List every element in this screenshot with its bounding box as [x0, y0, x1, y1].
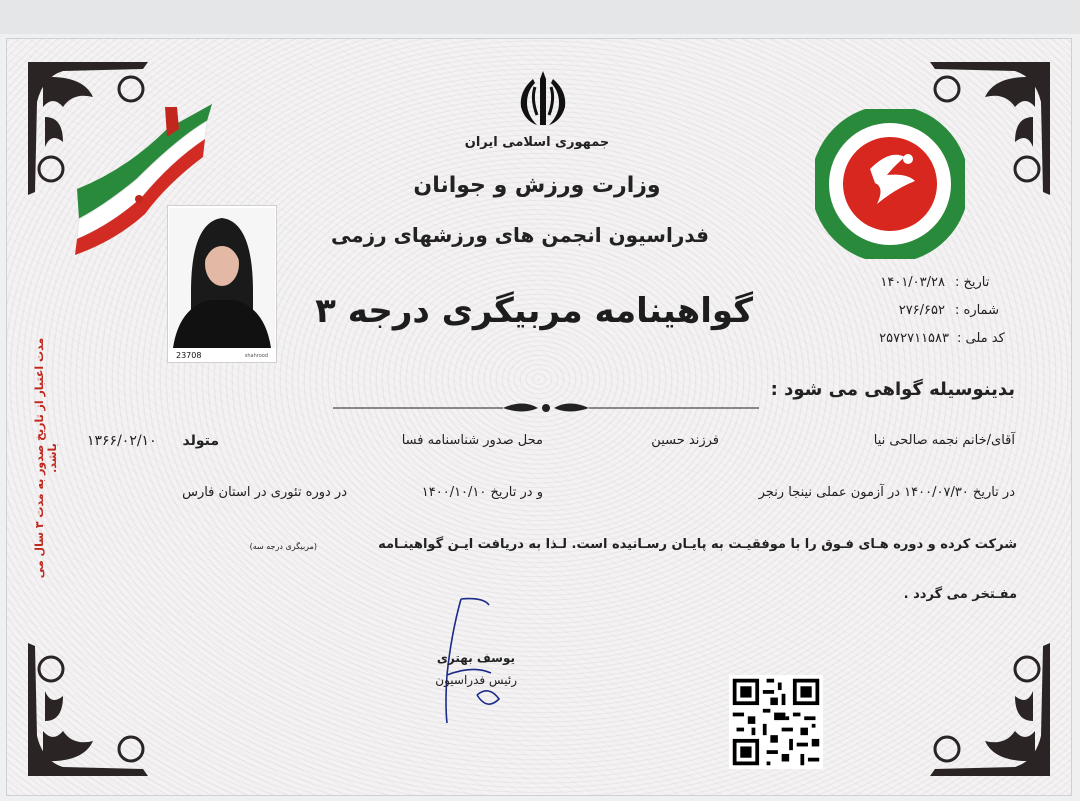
republic-text: جمهوری اسلامی ایران	[464, 135, 610, 150]
date-label: تاریخ :	[955, 275, 990, 290]
title-separator	[333, 401, 759, 415]
recipient-name: آقای/خانم نجمه صالحی نیا	[873, 433, 1015, 448]
number-value: ۲۷۶/۶۵۲	[898, 303, 945, 318]
avatar-icon	[169, 208, 275, 348]
practical-exam-line: در تاریخ ۱۴۰۰/۰۷/۳۰ در آزمون عملی نینجا رنجر	[758, 485, 1015, 500]
theory-course-line: در دوره تئوری در استان فارس	[182, 485, 347, 500]
signatory-name: یوسف بهتری	[436, 651, 515, 665]
emblem-icon	[511, 67, 575, 129]
completion-grade-note: (مربیگری درجه سه)	[249, 542, 317, 551]
certificate	[6, 38, 1072, 796]
father-name: فرزند حسین	[651, 433, 719, 448]
national-id-value: ۲۵۷۲۷۱۱۵۸۳	[879, 331, 949, 346]
issue-place: محل صدور شناسنامه فسا	[401, 433, 543, 448]
birth-value: ۱۳۶۶/۰۲/۱۰	[87, 433, 157, 449]
birth-label: متولد	[182, 433, 219, 449]
completion-line: شرکت کرده و دوره هـای فـوق را با موفقیـت به پایـان رسـانیده است. لـذا به دریافت ایـن گواهینـامه	[378, 537, 1017, 552]
honor-line: مفـتخر می گردد .	[903, 587, 1017, 602]
top-bar	[0, 0, 1080, 34]
ornament-bottom-left	[23, 641, 153, 781]
qr-code	[729, 675, 823, 769]
qr-code-icon	[729, 675, 823, 769]
photo-small-text: shahrood	[244, 353, 268, 359]
photo-caption: 23708	[176, 351, 202, 360]
signatory-title: رئیس فدراسیون	[435, 673, 517, 687]
ornament-bottom-right	[925, 641, 1055, 781]
number-label: شماره :	[955, 303, 999, 318]
ministry-text: وزارت ورزش و جوانان	[413, 173, 661, 198]
theory-date-line: و در تاریخ ۱۴۰۰/۱۰/۱۰	[421, 485, 543, 500]
federation-text: فدراسیون انجمن های ورزشهای رزمی	[330, 223, 709, 247]
profile-photo	[167, 205, 277, 363]
federation-logo	[815, 109, 965, 259]
date-value: ۱۴۰۱/۰۳/۲۸	[880, 275, 945, 290]
validity-note: مدت اعتبار از تاریخ صدور به مدت ۳ سال می باشد.	[33, 337, 59, 579]
intro-text: بدینوسیله گواهی می شود :	[770, 379, 1015, 400]
certificate-title: گواهینامه مربیگری درجه ۳	[315, 291, 753, 331]
national-id-label: کد ملی :	[957, 331, 1005, 346]
